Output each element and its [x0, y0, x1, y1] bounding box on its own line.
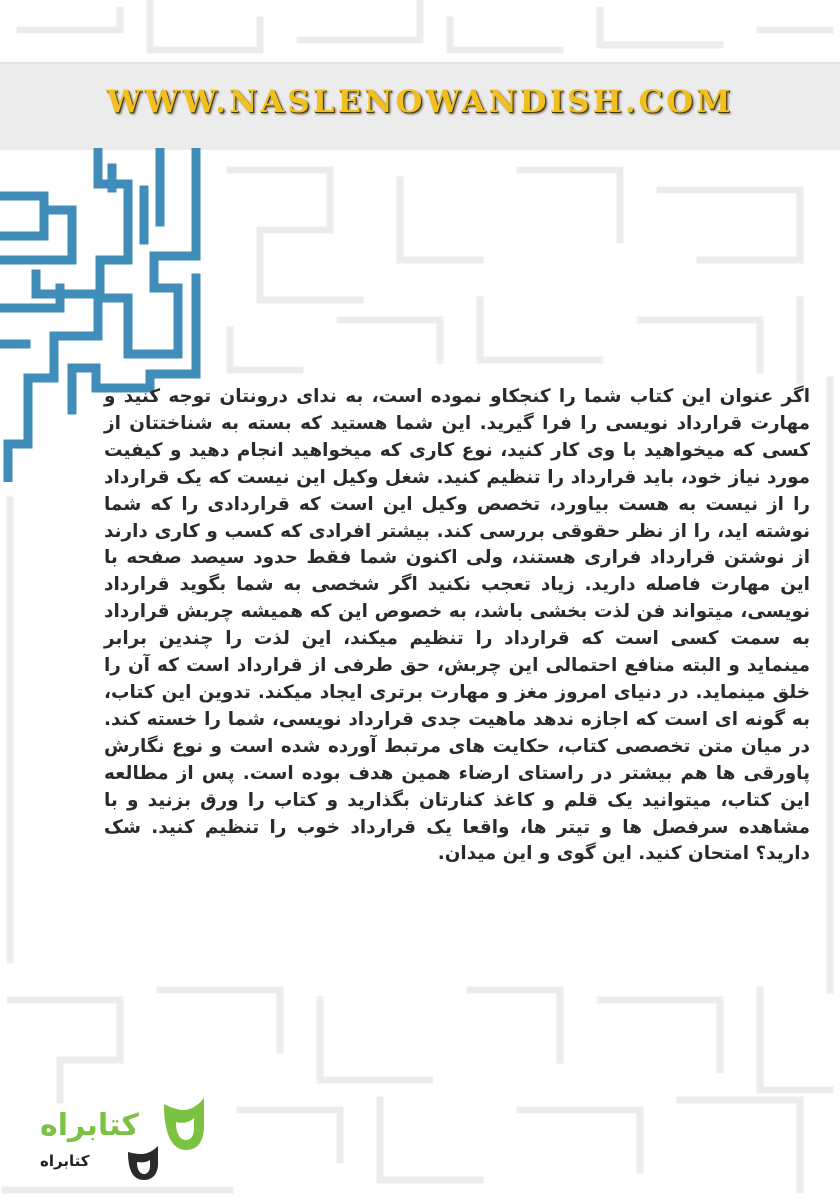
ketabrah-logo-text-small: کتابراه [40, 1152, 90, 1170]
website-url: WWW.NASLENOWANDISH.COM [106, 84, 734, 120]
ketabrah-leaf-icon [158, 1094, 208, 1152]
ketabrah-logo[interactable] [40, 1092, 210, 1184]
ketabrah-dark-leaf-icon [124, 1144, 162, 1182]
book-description: اگر عنوان این کتاب شما را کنجکاو نموده است، به ندای درونتان توجه کنید و مهارت قرارداد نویسی را فرا گیرید. این شما هستید که بسته به شناختتان از کسی که میخواهید با وی کار کنید، نوع کاری که میخواهید انجام دهید و کیفیت مورد نیاز خود، باید قرارداد را تنظیم کنید. شغل وکیل این نیست که یک قرارداد را از نیست به هست بیاورد، تخصص وکیل این است که قراردادی را که شما نوشته اید، را از نظر حقوقی بررسی کند. بیشتر افرادی که کسب و کاری دارند از نوشتن قرارداد فراری هستند، ولی اکنون شما فقط حدود سیصد صفحه با این مهارت فاصله دارید. زیاد تعجب نکنید اگر شخصی به شما بگوید قرارداد نویسی، میتواند فن لذت بخشی باشد، به خصوص این که همیشه چربش قرارداد به سمت کسی است که قرارداد را تنظیم میکند، این لذت را چندین برابر مینماید و البته منافع احتمالی این چربش، حق طرفی از قرارداد است که آن را خلق مینماید. در دنیای امروز مغز و مهارت برتری ایجاد میکند. تدوین این کتاب، به گونه ای است که اجازه ندهد ماهیت جدی قرارداد نویسی، شما را خسته کند. در میان متن تخصصی کتاب، حکایت های مرتبط آورده شده است و نوع نگارش پاورقی ها هم بیشتر در راستای ارضاء همین هدف بوده است. پس از مطالعه این کتاب، میتوانید یک قلم و کاغذ کنارتان بگذارید و کتاب را ورق بزنید و با مشاهده سرفصل ها و تیتر ها، واقعا یک قرارداد خوب را تنظیم کنید. شک دارید؟ امتحان کنید. این گوی و این میدان. [104, 386, 810, 865]
ketabrah-logo-text-large: کتابراه [40, 1108, 139, 1143]
